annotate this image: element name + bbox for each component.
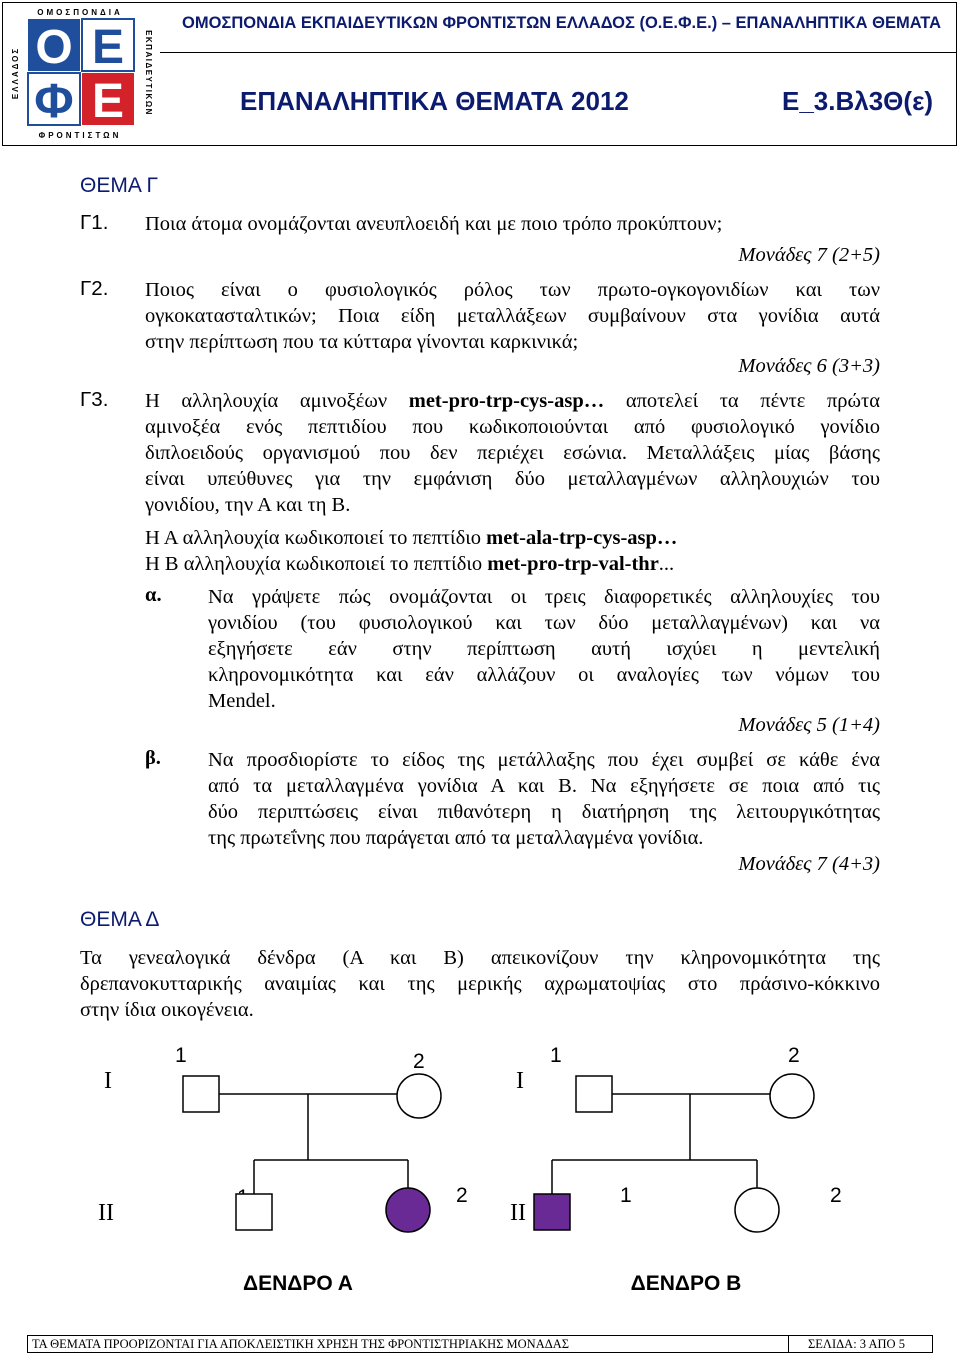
page-number: ΣΕΛΙΔΑ: 3 ΑΠΟ 5 (808, 1337, 905, 1351)
sequence-a: met-ala-trp-cys-asp… (486, 527, 678, 549)
generation-label: II (98, 1200, 114, 1226)
section-heading-thema-d: ΘΕΜΑ Δ (80, 908, 160, 931)
male-square-I1 (576, 1076, 612, 1112)
footer-divider (788, 1335, 789, 1353)
svg-text:ΕΛΛΑΔΟΣ: ΕΛΛΑΔΟΣ (11, 46, 20, 100)
generation-label: II (510, 1200, 526, 1226)
subquestion-a-line: Mendel. (208, 690, 276, 712)
male-square-II1 (236, 1194, 272, 1230)
tree-caption-a: ΔΕΝΔΡΟ Α (243, 1272, 353, 1295)
affected-female-II2 (386, 1188, 430, 1232)
generation-label: I (104, 1068, 112, 1094)
svg-text:Ε: Ε (91, 75, 125, 128)
svg-text:Ο: Ο (35, 21, 73, 74)
exam-code: Ε_3.Βλ3Θ(ε) (782, 86, 934, 116)
individual-number: 2 (830, 1184, 842, 1207)
female-circle-II2 (735, 1188, 779, 1232)
individual-number: 2 (456, 1184, 468, 1207)
oefe-logo (6, 5, 154, 142)
thema-d-intro-line: Τα γενεαλογικά δένδρα (Α και Β) απεικονίζουν την κληρονομικότητα της (80, 947, 880, 969)
subquestion-label-b: β. (145, 747, 161, 769)
points-g2: Μονάδες 6 (3+3) (738, 355, 880, 377)
header-divider (160, 52, 957, 53)
question-g3-line: αμινοξέα ενός πεπτιδίου που κωδικοποιούνται από φυσιολογικό γονίδιο (145, 416, 880, 438)
generation-label: I (516, 1068, 524, 1094)
question-g1-text: Ποια άτομα ονομάζονται ανευπλοειδή και με ποιο τρόπο προκύπτουν; (145, 213, 723, 235)
svg-text:ΕΚΠΑΙΔΕΥΤΙΚΩΝ: ΕΚΠΑΙΔΕΥΤΙΚΩΝ (144, 30, 153, 116)
individual-number: 1 (175, 1044, 187, 1067)
points-g3-b: Μονάδες 7 (4+3) (738, 853, 880, 875)
female-circle-I2 (770, 1074, 814, 1118)
svg-text:Ε: Ε (91, 21, 125, 74)
question-label-g1: Γ1. (80, 211, 109, 234)
question-label-g3: Γ3. (80, 388, 109, 411)
pedigree-tree-a (80, 1030, 480, 1300)
question-g3-line: είναι υπεύθυνες για την εμφάνιση δύο μεταλλαγμένων αλληλουχιών του (145, 468, 880, 490)
question-g3-line: γονιδίου, την Α και τη Β. (145, 494, 351, 516)
subquestion-a-line: Να γράψετε πώς ονομάζονται οι τρεις διαφορετικές αλληλουχίες του (208, 586, 880, 608)
individual-number: 1 (620, 1184, 632, 1207)
subquestion-b-line: της πρωτεΐνης που παράγεται από τα μεταλλαγμένα γονίδια. (208, 827, 704, 849)
svg-text:ΟΜΟΣΠΟΝΔΙΑ: ΟΜΟΣΠΟΝΔΙΑ (37, 8, 123, 17)
svg-text:Φ: Φ (34, 75, 74, 128)
organization-name: ΟΜΟΣΠΟΝΔΙΑ ΕΚΠΑΙΔΕΥΤΙΚΩΝ ΦΡΟΝΤΙΣΤΩΝ ΕΛΛΑΔΟΣ (Ο.Ε.Φ.Ε.) – ΕΠΑΝΑΛΗΠΤΙΚΑ ΘΕΜΑΤΑ (182, 14, 942, 32)
question-g2-line: στην περίπτωση που τα κύτταρα γίνονται καρκινικά; (145, 331, 579, 353)
points-g3-a: Μονάδες 5 (1+4) (738, 714, 880, 736)
question-g3-line: διπλοειδούς οργανισμού που δεν περιέχει εσώνια. Μεταλλάξεις μίας βάσης (145, 442, 880, 464)
individual-number: 1 (550, 1044, 562, 1067)
sequence-b-line: Η Β αλληλουχία κωδικοποιεί το πεπτίδιο met-pro-trp-val-thr... (145, 553, 675, 575)
subquestion-label-a: α. (145, 584, 162, 606)
question-label-g2: Γ2. (80, 277, 109, 300)
individual-number: 2 (788, 1044, 800, 1067)
exam-title: ΕΠΑΝΑΛΗΠΤΙΚΑ ΘΕΜΑΤΑ 2012 (240, 86, 629, 116)
subquestion-b-line: Να προσδιορίστε το είδος της μετάλλαξης που έχει συμβεί σε κάθε ένα (208, 749, 880, 771)
subquestion-a-line: κληρονομικότητα και εάν αλλάζουν οι αναλογίες των νόμων του (208, 664, 880, 686)
thema-d-intro-line: στην ίδια οικογένεια. (80, 999, 254, 1021)
points-g1: Μονάδες 7 (2+5) (738, 244, 880, 266)
svg-text:ΦΡΟΝΤΙΣΤΩΝ: ΦΡΟΝΤΙΣΤΩΝ (38, 131, 122, 140)
question-g2-line: ογκοκατασταλτικών; Ποια είδη μεταλλάξεων συμβαίνουν στα γονίδια αυτά (145, 305, 880, 327)
sequence-b: met-pro-trp-val-thr (487, 553, 659, 575)
question-g3-first-line: Η αλληλουχία αμινοξέων met-pro-trp-cys-asp… αποτελεί τα πέντε πρώτα (145, 390, 880, 412)
subquestion-a-line: γονιδίου (του φυσιολογικού και των δύο μεταλλαγμένων) και να (208, 612, 880, 634)
thema-d-intro-line: δρεπανοκυτταρικής αναιμίας και της μερικής αχρωματοψίας στο πράσινο-κόκκινο (80, 973, 880, 995)
male-square-I1 (183, 1076, 219, 1112)
affected-male-II1 (534, 1194, 570, 1230)
subquestion-b-line: δύο περιπτώσεις είναι πιθανότερη η διατήρηση της λειτουργικότητας (208, 801, 880, 823)
individual-number: 2 (413, 1050, 425, 1073)
female-circle-I2 (397, 1074, 441, 1118)
sequence-a-line: Η Α αλληλουχία κωδικοποιεί το πεπτίδιο met-ala-trp-cys-asp… (145, 527, 678, 549)
page-footer (27, 1335, 933, 1353)
tree-caption-b: ΔΕΝΔΡΟ Β (630, 1272, 742, 1295)
question-g2-line: Ποιος είναι ο φυσιολογικός ρόλος των πρωτο-ογκογονιδίων και των (145, 279, 880, 301)
subquestion-b-line: από τα μεταλλαγμένα γονίδια Α και Β. Να εξηγήσετε σε ποια από τις (208, 775, 880, 797)
footer-disclaimer: ΤΑ ΘΕΜΑΤΑ ΠΡΟΟΡΙΖΟΝΤΑΙ ΓΙΑ ΑΠΟΚΛΕΙΣΤΙΚΗ ΧΡΗΣΗ ΤΗΣ ΦΡΟΝΤΙΣΤΗΡΙΑΚΗΣ ΜΟΝΑΔΑΣ (32, 1337, 570, 1351)
subquestion-a-line: εξηγήσετε εάν στην περίπτωση αυτή ισχύει η μεντελική (208, 638, 880, 660)
section-heading-thema-g: ΘΕΜΑ Γ (80, 174, 159, 197)
pedigree-tree-b (480, 1030, 900, 1300)
normal-sequence: met-pro-trp-cys-asp… (408, 390, 605, 412)
